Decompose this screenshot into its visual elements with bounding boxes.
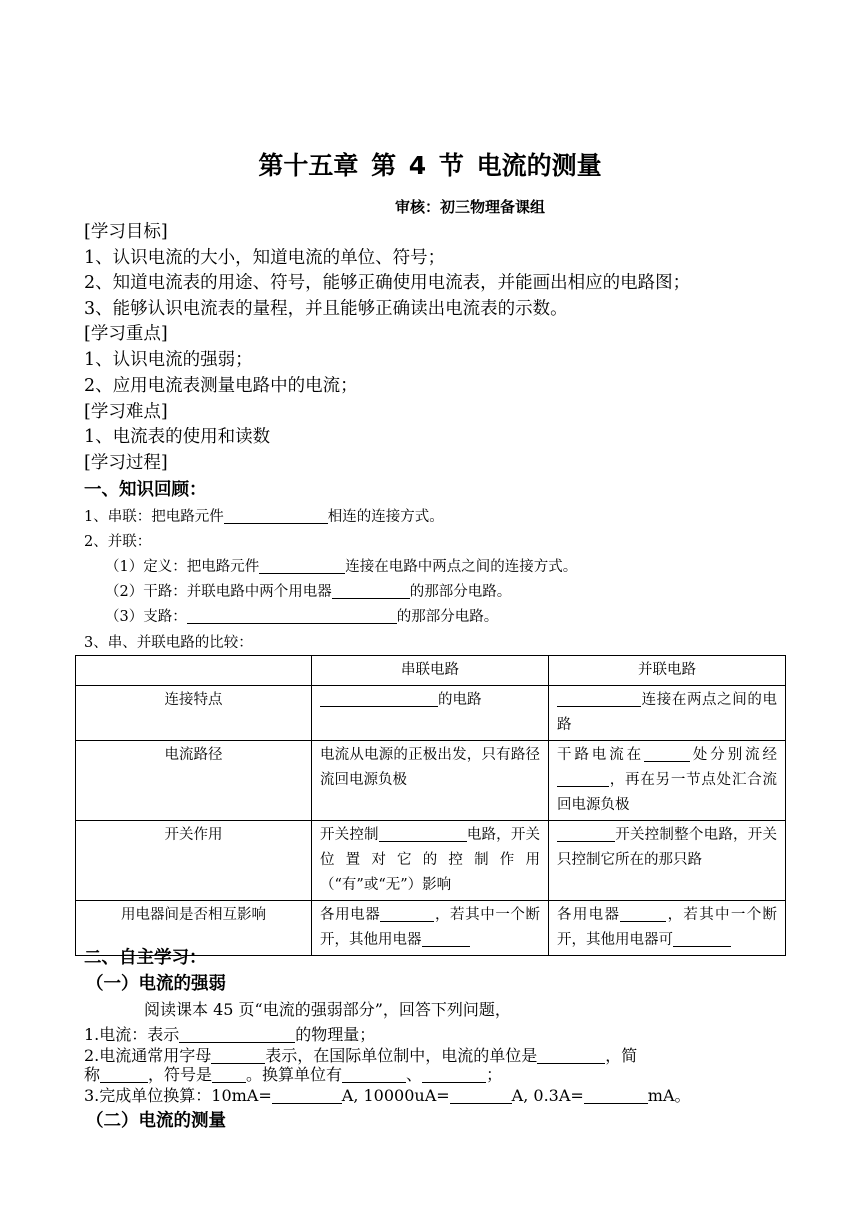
q-text: 表示，在国际单位制中，电流的单位是 xyxy=(265,1046,538,1065)
series-cell xyxy=(312,821,549,901)
goal-item: 1、认识电流的大小，知道电流的单位、符号； xyxy=(84,248,446,268)
comparison-table xyxy=(75,655,786,956)
cell-text: 开关控制整个电路，开关只控制它所在的那只路 xyxy=(557,827,777,868)
answer-blank[interactable] xyxy=(537,1047,605,1064)
answer-blank[interactable] xyxy=(644,747,690,763)
series-cell xyxy=(312,686,549,741)
cell-text: 连接在两点之间的电路 xyxy=(557,692,777,733)
answer-blank[interactable] xyxy=(379,827,467,843)
q-text: ，符号是 xyxy=(148,1065,213,1084)
cell-text: 各用电器 xyxy=(320,907,381,923)
p2-text-b: 的那部分电路。 xyxy=(409,584,512,600)
current-strength-heading: （一）电流的强弱 xyxy=(86,974,226,994)
page-title: 第十五章 第 4 节 电流的测量 xyxy=(258,151,602,180)
process-heading: [学习过程] xyxy=(84,453,168,473)
cell-text: 开关控制 xyxy=(320,827,379,843)
q-text: A, 10000uA= xyxy=(341,1086,450,1105)
series-cell: 电流从电源的正极出发，只有路径流回电源负极 xyxy=(312,741,549,821)
table-row xyxy=(76,821,786,901)
table-row xyxy=(76,686,786,741)
table-header-cell: 并联电路 xyxy=(549,656,786,686)
q-text: A, 0.3A= xyxy=(511,1086,584,1105)
question-3 xyxy=(84,1083,691,1106)
row-label: 连接特点 xyxy=(76,686,312,741)
parallel-cell xyxy=(549,741,786,821)
q-text: 的物理量； xyxy=(295,1025,376,1044)
p2-text-a: （2）干路：并联电路中两个用电器 xyxy=(105,584,332,600)
table-row xyxy=(76,741,786,821)
q-text: 3.完成单位换算：10mA= xyxy=(84,1086,272,1105)
parallel-label: 2、并联： xyxy=(84,534,152,550)
goal-item: 2、知道电流表的用途、符号，能够正确使用电流表，并能画出相应的电路图； xyxy=(84,273,691,293)
focus-item: 2、应用电流表测量电路中的电流； xyxy=(84,376,358,396)
parallel-cell xyxy=(549,821,786,901)
answer-blank[interactable] xyxy=(557,827,615,843)
p1-text-a: （1）定义：把电路元件 xyxy=(105,559,260,575)
answer-blank[interactable] xyxy=(342,1066,406,1083)
reading-instruction: 阅读课本 45 页“电流的强弱部分”，回答下列问题， xyxy=(144,1000,511,1019)
answer-blank[interactable] xyxy=(557,772,609,788)
answer-blank[interactable] xyxy=(380,907,434,923)
focus-heading: [学习重点] xyxy=(84,324,168,344)
p3-text-a: （3）支路： xyxy=(105,609,187,625)
answer-blank[interactable] xyxy=(259,559,345,575)
answer-blank[interactable] xyxy=(422,932,470,948)
series-definition xyxy=(84,505,444,526)
answer-blank[interactable] xyxy=(100,1066,148,1083)
answer-blank[interactable] xyxy=(332,584,410,600)
difficulty-item: 1、电流表的使用和读数 xyxy=(84,427,271,447)
q-text: 。换算单位有 xyxy=(246,1065,343,1084)
answer-blank[interactable] xyxy=(272,1087,342,1104)
row-label: 开关作用 xyxy=(76,821,312,901)
answer-blank[interactable] xyxy=(224,509,328,525)
goal-item: 3、能够认识电流表的量程，并且能够正确读出电流表的示数。 xyxy=(84,299,568,319)
p3-text-b: 的那部分电路。 xyxy=(396,609,499,625)
self-study-heading: 二、自主学习： xyxy=(84,948,207,968)
reviewer-line: 审核：初三物理备课组 xyxy=(395,198,546,216)
branch-definition xyxy=(105,605,498,626)
q-text: 2.电流通常用字母 xyxy=(84,1046,212,1065)
compare-label: 3、串、并联电路的比较： xyxy=(84,635,253,651)
focus-item: 1、认识电流的强弱； xyxy=(84,350,253,370)
table-header-cell xyxy=(76,656,312,686)
parallel-cell xyxy=(549,901,786,956)
q-text: mA。 xyxy=(647,1086,691,1105)
cell-text: ，若其中一个断开，其他用电器可 xyxy=(557,907,778,948)
cell-text: 的电路 xyxy=(438,692,482,708)
answer-blank[interactable] xyxy=(422,1066,486,1083)
row-label: 电流路径 xyxy=(76,741,312,821)
cell-text: 各用电器 xyxy=(557,907,621,923)
answer-blank[interactable] xyxy=(179,1026,295,1043)
answer-blank[interactable] xyxy=(620,907,666,923)
q-text: 1.电流：表示 xyxy=(84,1025,180,1044)
difficulty-heading: [学习难点] xyxy=(84,402,168,422)
cell-text: 电路，开关位置对它的控制作用（“有”或“无”）影响 xyxy=(320,827,541,893)
cell-text: 干路电流在 xyxy=(557,747,644,763)
q-text: ； xyxy=(486,1065,503,1084)
cell-text: 处分别流经 xyxy=(690,747,777,763)
question-1 xyxy=(84,1022,375,1045)
parallel-definition xyxy=(105,555,577,576)
answer-blank[interactable] xyxy=(320,692,438,708)
question-2-line-2 xyxy=(84,1062,502,1085)
goals-heading: [学习目标] xyxy=(84,222,168,242)
series-text-b: 相连的连接方式。 xyxy=(327,509,444,525)
q-text: 称 xyxy=(84,1065,101,1084)
series-cell xyxy=(312,901,549,956)
current-measurement-heading: （二）电流的测量 xyxy=(86,1111,226,1131)
trunk-definition xyxy=(105,580,511,601)
series-text-a: 1、串联：把电路元件 xyxy=(84,509,224,525)
answer-blank[interactable] xyxy=(450,1087,512,1104)
parallel-cell xyxy=(549,686,786,741)
table-header-row xyxy=(76,656,786,686)
answer-blank[interactable] xyxy=(584,1087,648,1104)
row-label: 用电器间是否相互影响 xyxy=(76,901,312,956)
answer-blank[interactable] xyxy=(557,692,641,708)
answer-blank[interactable] xyxy=(212,1066,246,1083)
cell-text: ，若其中一个断开，其他用电器 xyxy=(320,907,541,948)
answer-blank[interactable] xyxy=(187,609,397,625)
p1-text-b: 连接在电路中两点之间的连接方式。 xyxy=(345,559,578,575)
review-heading: 一、知识回顾： xyxy=(84,480,207,500)
table-header-cell: 串联电路 xyxy=(312,656,549,686)
cell-text: ，再在另一节点处汇合流回电源负极 xyxy=(557,772,777,813)
q-text: ，简 xyxy=(605,1046,638,1065)
q-text: 、 xyxy=(406,1065,423,1084)
answer-blank[interactable] xyxy=(673,932,731,948)
